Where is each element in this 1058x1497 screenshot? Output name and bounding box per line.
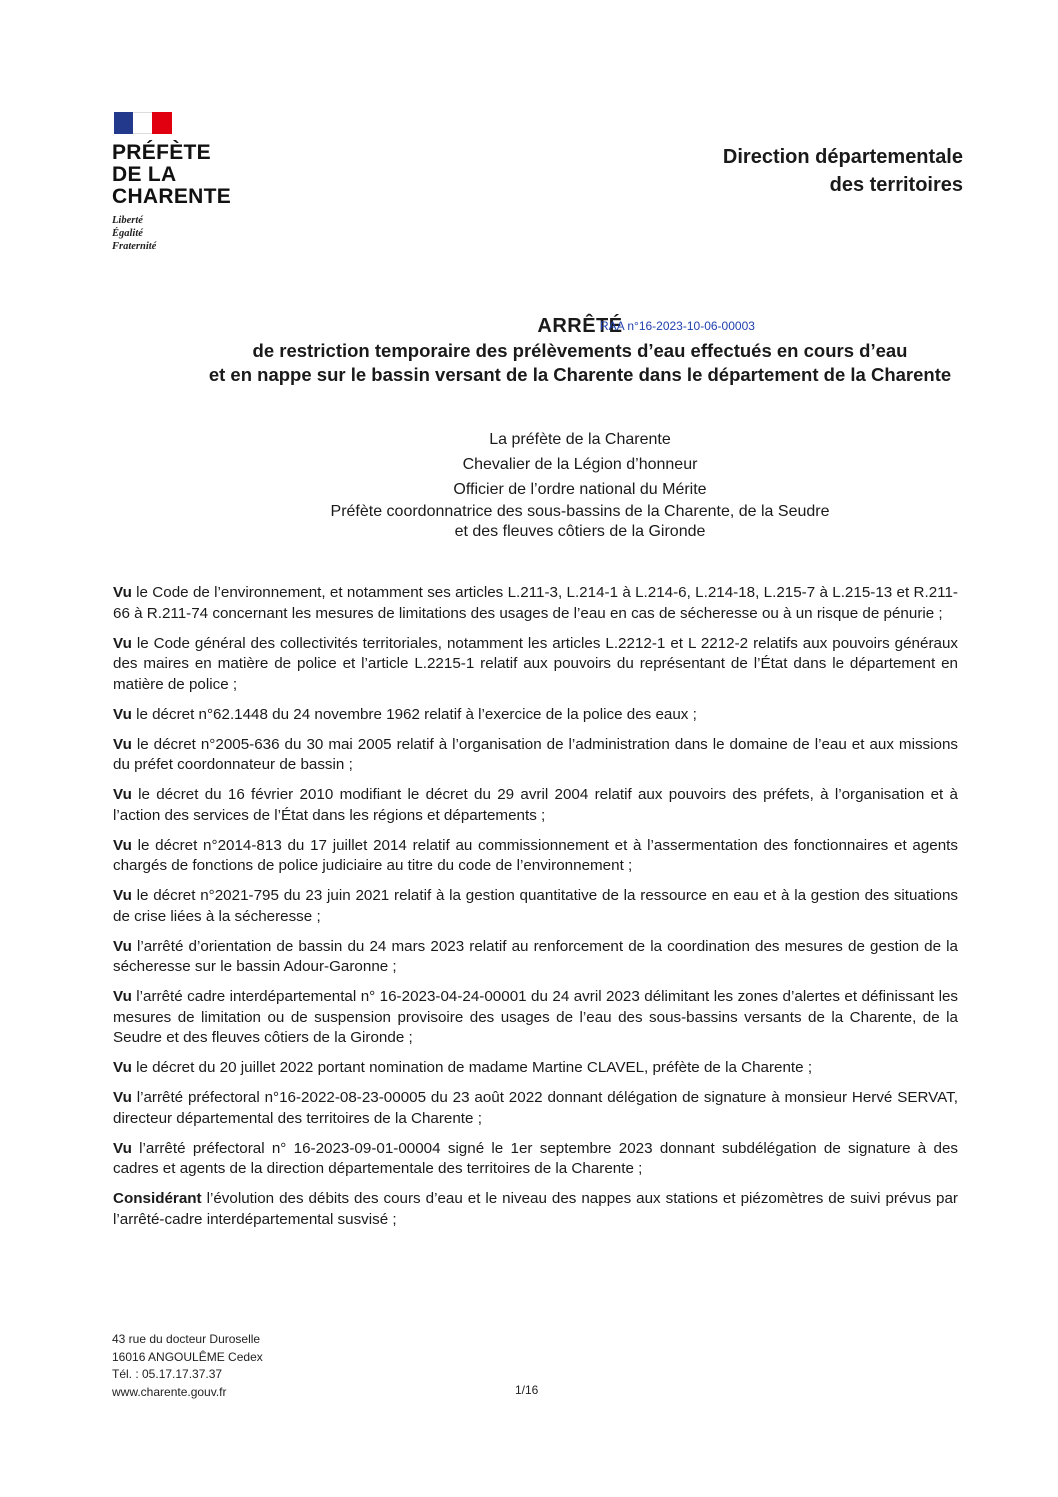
visa-text: le Code général des collectivités territoriales, notamment les articles L.2212-1 et L 2212-2 relatifs aux pouvoirs généraux des maires en matière de police et l’article L.2215-1 relatif aux pouvoirs du représentant de l’État dans le département en matière de police ;: [113, 634, 958, 693]
direction-line: des territoires: [829, 174, 963, 196]
website-link[interactable]: www.charente.gouv.fr: [112, 1384, 227, 1399]
prefet-line: et des fleuves côtiers de la Gironde: [454, 523, 706, 540]
visa-paragraph: [113, 1058, 958, 1079]
document-body: [113, 583, 958, 1240]
visa-text: le décret du 16 février 2010 modifiant le décret du 29 avril 2004 relatif aux pouvoirs des préfets, à l’organisation et à l’action des services de l’État dans les régions et départements ;: [113, 786, 958, 824]
logo-title-line: PRÉFÈTE: [112, 141, 211, 164]
visa-paragraph: [113, 1088, 958, 1129]
logo-title-line: CHARENTE: [112, 185, 232, 208]
visa-lead: Vu: [113, 836, 132, 854]
visa-paragraph: [113, 836, 958, 877]
considerant-lead: Considérant: [113, 1190, 202, 1207]
document-title: [100, 315, 1058, 387]
visa-text: l’arrêté préfectoral n°16-2022-08-23-00005 du 23 août 2022 donnant délégation de signature à monsieur Hervé SERVAT, directeur départemental des territoires de la Charente ;: [113, 1089, 958, 1127]
logo-title: [112, 142, 262, 208]
visa-lead: Vu: [113, 705, 132, 723]
address-line: 16016 ANGOULÊME Cedex: [112, 1349, 263, 1364]
visa-text: l’arrêté cadre interdépartemental n° 16-2023-04-24-00001 du 24 avril 2023 délimitant les zones d’alertes et définissant les mesures de limitation ou de suspension provisoire des usages de l’eau des sous-bassins versants de la Charente, de la Seudre et des fleuves côtiers de la Gironde ;: [113, 988, 958, 1046]
visa-lead: Vu: [113, 887, 132, 904]
visa-paragraph: [113, 937, 958, 978]
direction-line: Direction départementale: [722, 146, 963, 168]
french-flag-icon: [114, 112, 172, 134]
visa-text: le décret n°62.1448 du 24 novembre 1962 relatif à l’exercice de la police des eaux ;: [131, 705, 697, 723]
visa-lead: Vu: [113, 988, 132, 1005]
visa-lead: Vu: [113, 786, 132, 803]
prefet-line: La préfète de la Charente: [489, 431, 671, 448]
footer-address: [112, 1331, 263, 1401]
prefet-titles: [100, 427, 1058, 542]
visa-paragraph: [113, 583, 958, 624]
motto-line: Liberté: [112, 215, 143, 226]
visa-text: le décret du 20 juillet 2022 portant nomination de madame Martine CLAVEL, préfète de la Charente ;: [131, 1059, 813, 1076]
page-number: 1/16: [515, 1383, 539, 1397]
raa-reference: RAA n°16-2023-10-06-00003: [600, 319, 755, 333]
visa-paragraph: [113, 1139, 958, 1180]
visa-paragraph: [113, 987, 958, 1049]
address-line: 43 rue du docteur Duroselle: [112, 1332, 261, 1346]
considerant-text: l’évolution des débits des cours d’eau et le niveau des nappes aux stations et piézomètres de suivi prévus par l’arrêté-cadre interdépartemental susvisé ;: [113, 1190, 958, 1228]
prefet-line: Officier de l’ordre national du Mérite: [453, 481, 707, 498]
visa-lead: Vu: [113, 1139, 132, 1157]
visa-paragraph: [113, 705, 958, 726]
prefecture-logo: [112, 112, 262, 253]
visa-text: le Code de l’environnement, et notamment ses articles L.211-3, L.214-1 à L.214-6, L.214-18, L.215-7 à L.215-13 et R.211-66 à R.211-74 concernant les mesures de limitations des usages de l’eau en cas de sécheresse ou à un risque de pénurie ;: [113, 584, 958, 622]
visa-text: le décret n°2005-636 du 30 mai 2005 relatif à l’organisation de l’administration dans le domaine de l’eau et aux missions du préfet coordonnateur de bassin ;: [113, 735, 958, 773]
visa-lead: Vu: [113, 1059, 132, 1076]
visa-lead: Vu: [113, 937, 132, 955]
issuing-direction: [723, 143, 963, 199]
title-subtitle-line: de restriction temporaire des prélèvements d’eau effectués en cours d’eau: [252, 340, 908, 361]
visa-text: l’arrêté d’orientation de bassin du 24 mars 2023 relatif au renforcement de la coordination des mesures de gestion de la sécheresse sur le bassin Adour-Garonne ;: [113, 937, 958, 975]
logo-title-line: DE LA: [112, 163, 177, 186]
considerant-paragraph: [113, 1189, 958, 1230]
prefet-line: Préfète coordonnatrice des sous-bassins de la Charente, de la Seudre: [330, 503, 830, 520]
address-phone: Tél. : 05.17.17.37.37: [112, 1367, 223, 1381]
visa-paragraph: [113, 634, 958, 696]
visa-text: le décret n°2021-795 du 23 juin 2021 relatif à la gestion quantitative de la ressource en eau et à la gestion des situations de crise liées à la sécheresse ;: [113, 887, 958, 925]
logo-motto: [112, 214, 262, 253]
visa-paragraph: [113, 735, 958, 776]
visa-paragraph: [113, 785, 958, 826]
visa-text: le décret n°2014-813 du 17 juillet 2014 relatif au commissionnement et à l’assermentation des fonctionnaires et agents chargés de fonctions de police judiciaire au titre du code de l’environnement ;: [113, 836, 958, 874]
visa-paragraph: [113, 886, 958, 927]
arrete-heading: ARRÊTÉ: [537, 315, 623, 337]
prefet-line: Chevalier de la Légion d’honneur: [462, 456, 698, 473]
visa-lead: Vu: [113, 1089, 132, 1106]
visa-lead: Vu: [113, 735, 132, 753]
visa-text: l’arrêté préfectoral n° 16-2023-09-01-00004 signé le 1er septembre 2023 donnant subdélégation de signature à des cadres et agents de la direction départementale des territoires de la Charente ;: [113, 1139, 958, 1177]
visa-lead: Vu: [113, 634, 132, 652]
motto-line: Égalité: [112, 228, 143, 239]
motto-line: Fraternité: [112, 241, 157, 252]
title-subtitle-line: et en nappe sur le bassin versant de la Charente dans le département de la Charente: [208, 364, 952, 385]
visa-lead: Vu: [113, 584, 132, 601]
